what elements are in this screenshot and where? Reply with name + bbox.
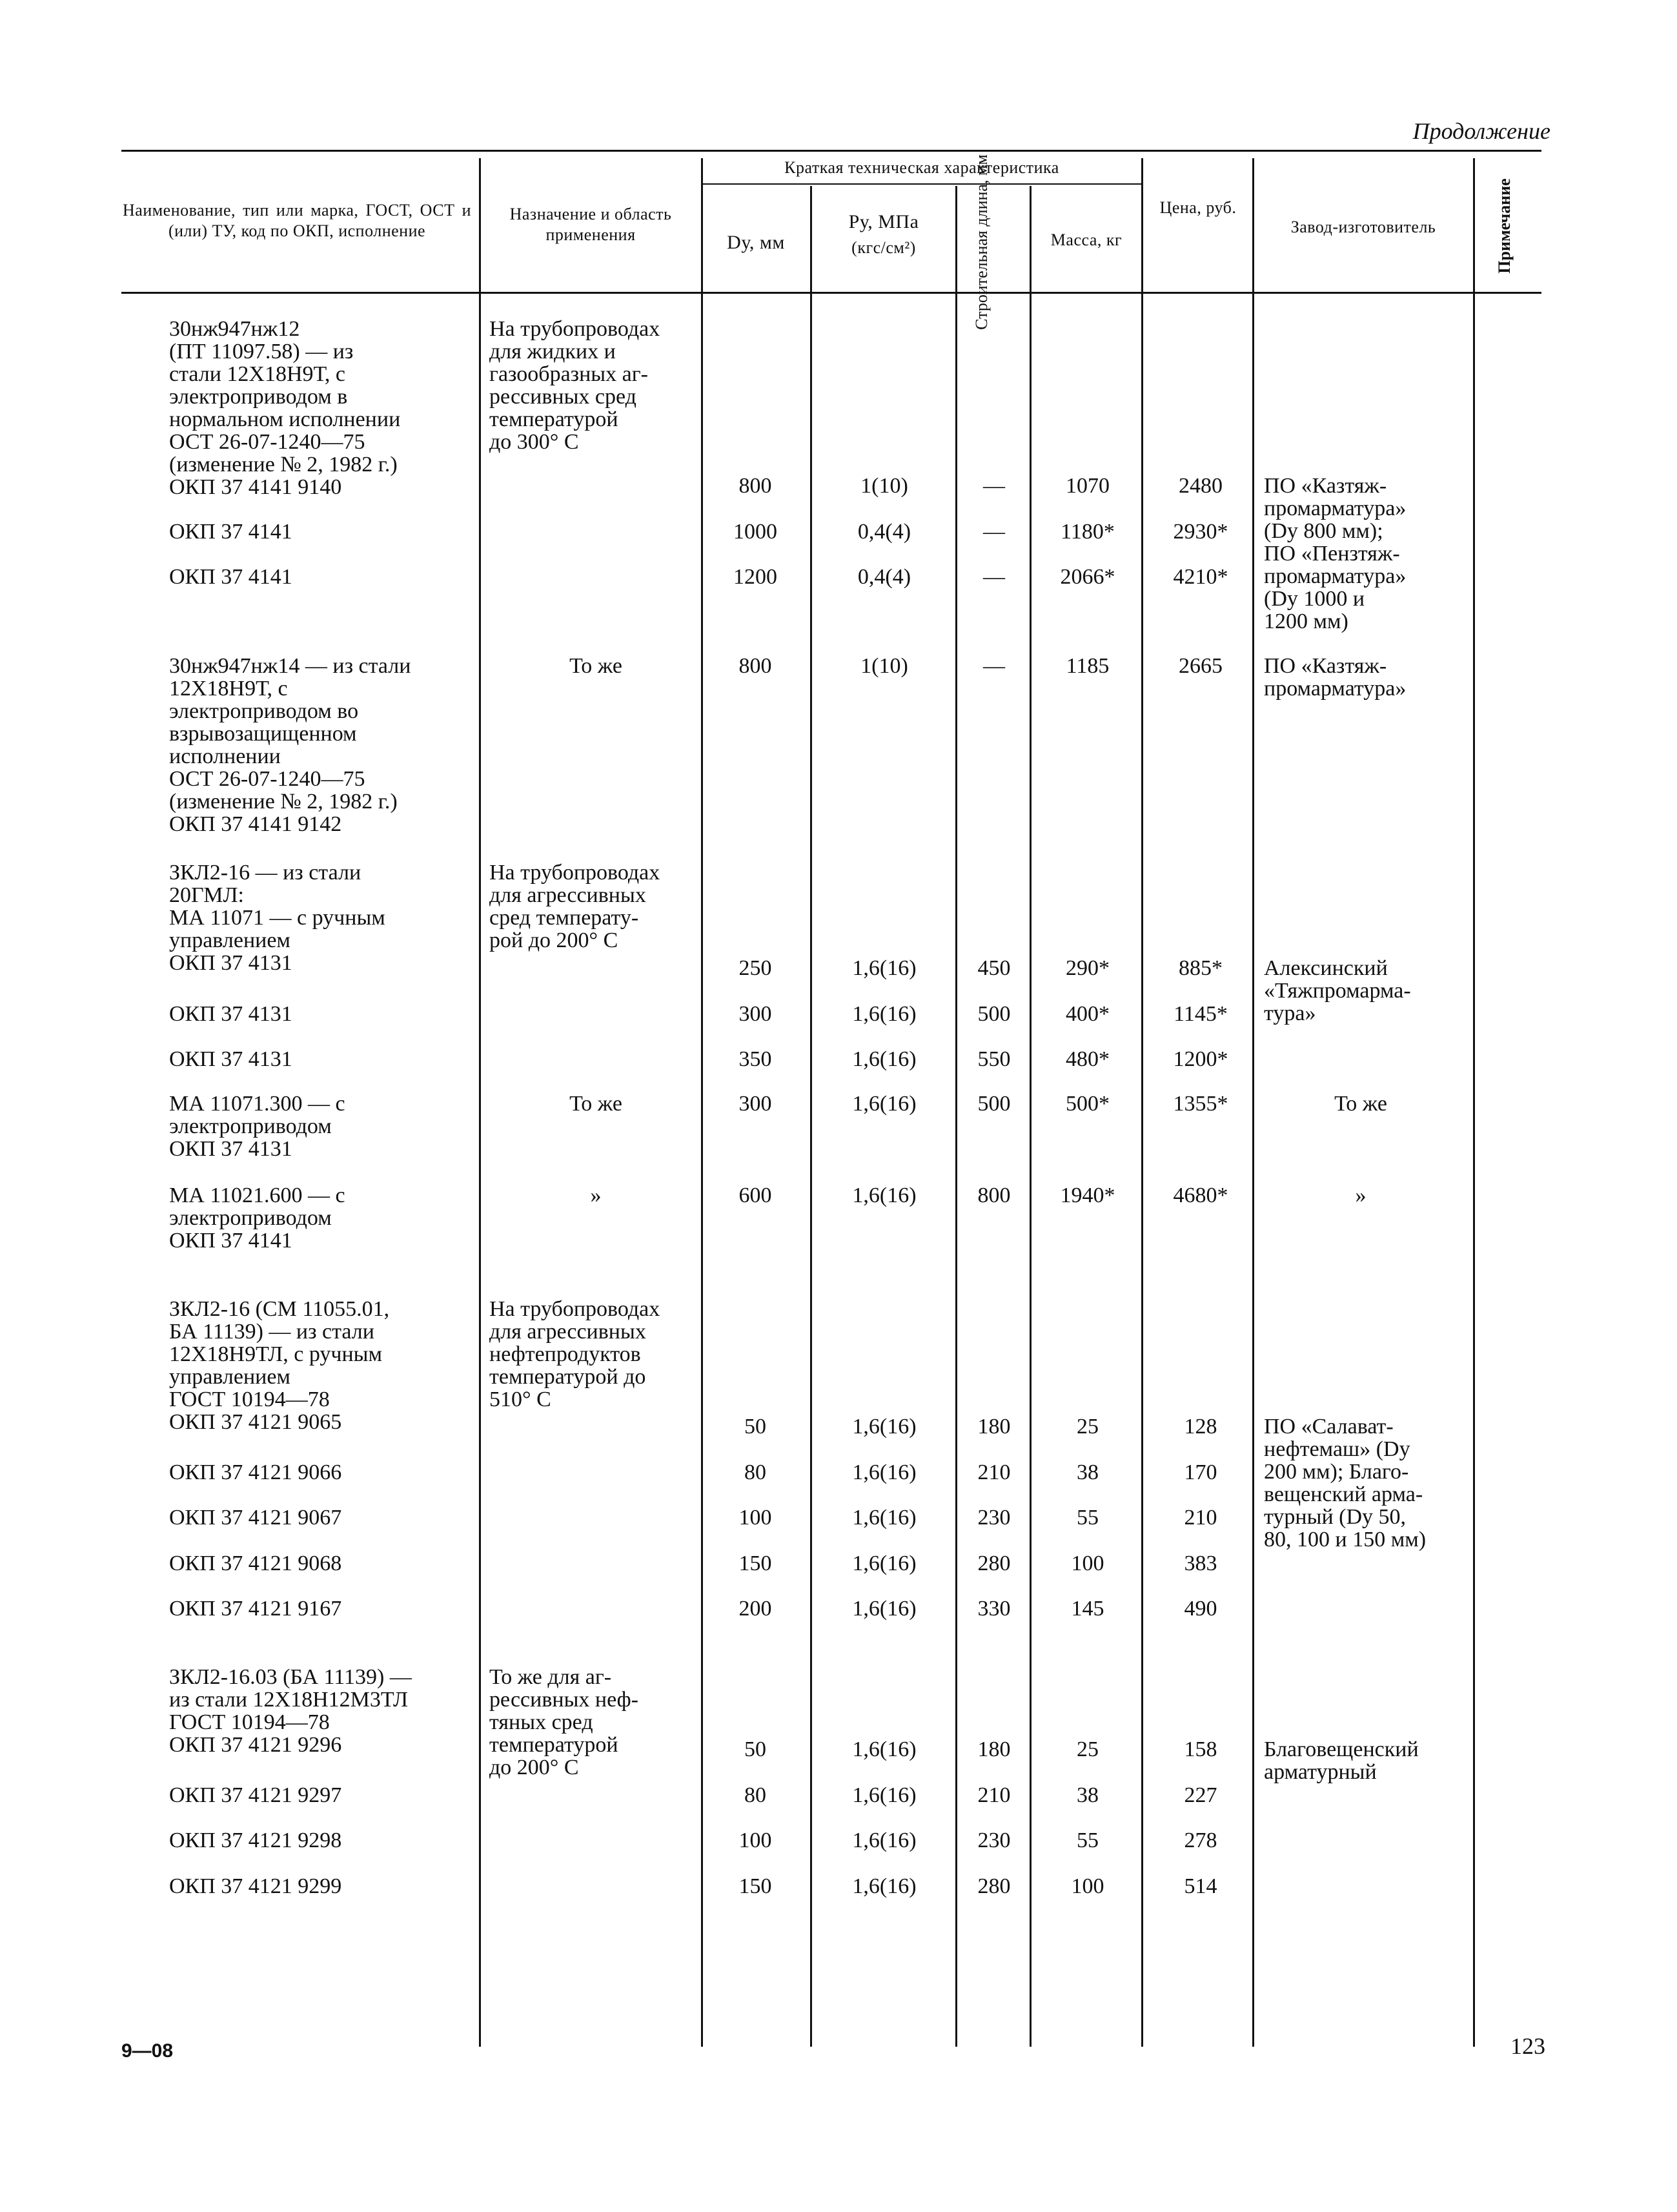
application-area: » (590, 1183, 602, 1207)
mass-value: 2066* (1060, 565, 1115, 589)
col-divider-4 (955, 186, 957, 2047)
mass-value: 290* (1066, 956, 1110, 980)
price-value: 2480 (1179, 474, 1223, 498)
application-area: На трубопроводах для жидких и газообразных аг- рессивных сред температурой до 300° С (489, 317, 660, 454)
header-dy: Dу, мм (727, 232, 785, 253)
header-py-line2: (кгс/см²) (851, 238, 916, 257)
dy-value: 800 (738, 654, 772, 678)
py-value: 1,6(16) (852, 1783, 917, 1807)
col-divider-3 (810, 186, 812, 2047)
py-value: 1,6(16) (852, 1415, 917, 1439)
mass-value: 38 (1077, 1460, 1099, 1484)
mass-value: 400* (1066, 1002, 1110, 1026)
mass-value: 55 (1077, 1828, 1099, 1852)
py-value: 1,6(16) (852, 1002, 917, 1026)
header-py (813, 212, 954, 258)
length-value: 500 (977, 1092, 1011, 1116)
dy-value: 800 (738, 474, 772, 498)
okp-code: ОКП 37 4121 9297 (169, 1783, 342, 1807)
okp-code: ОКП 37 4121 9066 (169, 1460, 342, 1484)
okp-code: ОКП 37 4131 (169, 1047, 292, 1071)
py-value: 1,6(16) (852, 1092, 917, 1116)
py-value: 1,6(16) (852, 1460, 917, 1484)
header-py-line1: Pу, МПа (848, 211, 919, 232)
py-value: 1(10) (860, 474, 908, 498)
col-divider-8 (1473, 158, 1475, 2047)
dy-value: 200 (738, 1597, 772, 1621)
price-value: 1355* (1173, 1092, 1228, 1116)
dy-value: 80 (744, 1460, 766, 1484)
py-value: 1,6(16) (852, 1506, 917, 1530)
application-area: То же (569, 654, 622, 678)
application-area: То же (569, 1092, 622, 1116)
length-value: 800 (977, 1183, 1011, 1207)
header-purpose: Назначение и область применения (509, 205, 672, 244)
mass-value: 25 (1077, 1415, 1099, 1439)
py-value: 1,6(16) (852, 1874, 917, 1898)
product-name: ЗКЛ2-16.03 (БА 11139) — из стали 12Х18Н12М3ТЛ ГОСТ 10194—78 ОКП 37 4121 9296 (169, 1665, 412, 1757)
dy-value: 1000 (733, 520, 777, 544)
manufacturer: ПО «Казтяж- промарматура» (Dу 800 мм); ПО «Пензтяж- промарматура» (Dу 1000 и 1200 мм) (1264, 474, 1407, 633)
tech-group-rule (702, 183, 1141, 185)
length-value: 280 (977, 1551, 1011, 1575)
manufacturer: Благовещенский арматурный (1264, 1737, 1419, 1784)
col-divider-5 (1030, 186, 1032, 2047)
header-length: Строительная длина, мм (972, 154, 991, 330)
dy-value: 600 (738, 1183, 772, 1207)
price-value: 210 (1184, 1506, 1217, 1530)
mass-value: 1185 (1066, 654, 1110, 678)
price-value: 1200* (1173, 1047, 1228, 1071)
length-value: — (983, 654, 1005, 678)
mass-value: 100 (1071, 1874, 1104, 1898)
length-value: — (983, 565, 1005, 589)
length-value: — (983, 520, 1005, 544)
table-top-rule (121, 150, 1541, 152)
manufacturer: » (1355, 1183, 1367, 1207)
application-area: На трубопроводах для агрессивных нефтепродуктов температурой до 510° С (489, 1297, 660, 1411)
length-value: 330 (977, 1597, 1011, 1621)
manufacturer: ПО «Салават- нефтемаш» (Dу 200 мм); Благо- вещенский арма- турный (Dу 50, 80, 100 и 150 мм) (1264, 1415, 1427, 1551)
length-value: 550 (977, 1047, 1011, 1071)
application-area: То же для аг- рессивных неф- тяных сред температурой до 200° С (489, 1665, 638, 1779)
header-name: Наименование, тип или марка, ГОСТ, ОСТ и (или) ТУ, код по ОКП, исполнение (123, 201, 471, 240)
length-value: 180 (977, 1737, 1011, 1761)
signature-mark: 9—08 (121, 2040, 174, 2062)
mass-value: 25 (1077, 1737, 1099, 1761)
header-tech-group: Краткая техническая характеристика (784, 158, 1059, 177)
header-price: Цена, руб. (1159, 198, 1237, 217)
product-name: МА 11071.300 — с электроприводом ОКП 37 4131 (169, 1092, 345, 1161)
dy-value: 250 (738, 956, 772, 980)
col-divider-1 (479, 158, 481, 2047)
length-value: — (983, 474, 1005, 498)
dy-value: 1200 (733, 565, 777, 589)
py-value: 1,6(16) (852, 1183, 917, 1207)
header-note: Примечание (1495, 178, 1514, 274)
header-factory: Завод-изготовитель (1290, 218, 1436, 236)
price-value: 2665 (1179, 654, 1223, 678)
dy-value: 150 (738, 1551, 772, 1575)
okp-code: ОКП 37 4121 9299 (169, 1874, 342, 1898)
dy-value: 150 (738, 1874, 772, 1898)
manufacturer: То же (1334, 1092, 1387, 1116)
py-value: 1,6(16) (852, 1828, 917, 1852)
manufacturer: ПО «Казтяж- промарматура» (1264, 654, 1407, 701)
product-name: 30нж947нж14 — из стали 12Х18Н9Т, с электроприводом во взрывозащищенном исполнении ОСТ 26-07-1240—75 (изменение № 2, 1982 г.) ОКП 37 4141 9142 (169, 654, 411, 836)
continuation-label: Продолжение (1412, 118, 1550, 144)
header-mass: Масса, кг (1050, 230, 1123, 249)
py-value: 1,6(16) (852, 1551, 917, 1575)
manufacturer: Алексинский «Тяжпромарма- тура» (1264, 956, 1411, 1025)
dy-value: 100 (738, 1828, 772, 1852)
length-value: 450 (977, 956, 1011, 980)
price-value: 227 (1184, 1783, 1217, 1807)
mass-value: 55 (1077, 1506, 1099, 1530)
okp-code: ОКП 37 4141 (169, 520, 292, 544)
mass-value: 100 (1071, 1551, 1104, 1575)
price-value: 170 (1184, 1460, 1217, 1484)
price-value: 4680* (1173, 1183, 1228, 1207)
dy-value: 300 (738, 1002, 772, 1026)
length-value: 210 (977, 1783, 1011, 1807)
py-value: 0,4(4) (857, 520, 911, 544)
header-bottom-rule (121, 292, 1541, 294)
price-value: 514 (1184, 1874, 1217, 1898)
okp-code: ОКП 37 4141 (169, 565, 292, 589)
mass-value: 38 (1077, 1783, 1099, 1807)
mass-value: 500* (1066, 1092, 1110, 1116)
length-value: 280 (977, 1874, 1011, 1898)
product-name: 30нж947нж12 (ПТ 11097.58) — из стали 12Х18Н9Т, с электроприводом в нормальном исполнении ОСТ 26-07-1240—75 (изменение № 2, 1982 г.) ОКП 37 4141 9140 (169, 317, 401, 499)
okp-code: ОКП 37 4121 9298 (169, 1828, 342, 1852)
product-name: ЗКЛ2-16 (СМ 11055.01, БА 11139) — из стали 12Х18Н9ТЛ, с ручным управлением ГОСТ 10194—78 ОКП 37 4121 9065 (169, 1297, 390, 1434)
price-value: 128 (1184, 1415, 1217, 1439)
py-value: 1,6(16) (852, 956, 917, 980)
okp-code: ОКП 37 4121 9067 (169, 1506, 342, 1530)
dy-value: 80 (744, 1783, 766, 1807)
py-value: 1,6(16) (852, 1597, 917, 1621)
okp-code: ОКП 37 4121 9068 (169, 1551, 342, 1575)
length-value: 230 (977, 1506, 1011, 1530)
dy-value: 50 (744, 1415, 766, 1439)
length-value: 210 (977, 1460, 1011, 1484)
price-value: 383 (1184, 1551, 1217, 1575)
mass-value: 1070 (1066, 474, 1110, 498)
price-value: 1145* (1174, 1002, 1228, 1026)
mass-value: 145 (1071, 1597, 1104, 1621)
length-value: 180 (977, 1415, 1011, 1439)
dy-value: 300 (738, 1092, 772, 1116)
price-value: 278 (1184, 1828, 1217, 1852)
application-area: На трубопроводах для агрессивных сред температу- рой до 200° С (489, 861, 660, 952)
price-value: 490 (1184, 1597, 1217, 1621)
price-value: 885* (1179, 956, 1223, 980)
length-value: 230 (977, 1828, 1011, 1852)
okp-code: ОКП 37 4121 9167 (169, 1597, 342, 1621)
py-value: 1,6(16) (852, 1737, 917, 1761)
price-value: 2930* (1173, 520, 1228, 544)
mass-value: 1940* (1060, 1183, 1115, 1207)
dy-value: 50 (744, 1737, 766, 1761)
py-value: 1(10) (860, 654, 908, 678)
length-value: 500 (977, 1002, 1011, 1026)
mass-value: 480* (1066, 1047, 1110, 1071)
okp-code: ОКП 37 4131 (169, 1002, 292, 1026)
py-value: 1,6(16) (852, 1047, 917, 1071)
mass-value: 1180* (1061, 520, 1115, 544)
dy-value: 350 (738, 1047, 772, 1071)
dy-value: 100 (738, 1506, 772, 1530)
py-value: 0,4(4) (857, 565, 911, 589)
page-number: 123 (1510, 2033, 1545, 2059)
price-value: 158 (1184, 1737, 1217, 1761)
product-name: МА 11021.600 — с электроприводом ОКП 37 4141 (169, 1183, 345, 1253)
price-value: 4210* (1173, 565, 1228, 589)
product-name: ЗКЛ2-16 — из стали 20ГМЛ: МА 11071 — с ручным управлением ОКП 37 4131 (169, 861, 385, 975)
